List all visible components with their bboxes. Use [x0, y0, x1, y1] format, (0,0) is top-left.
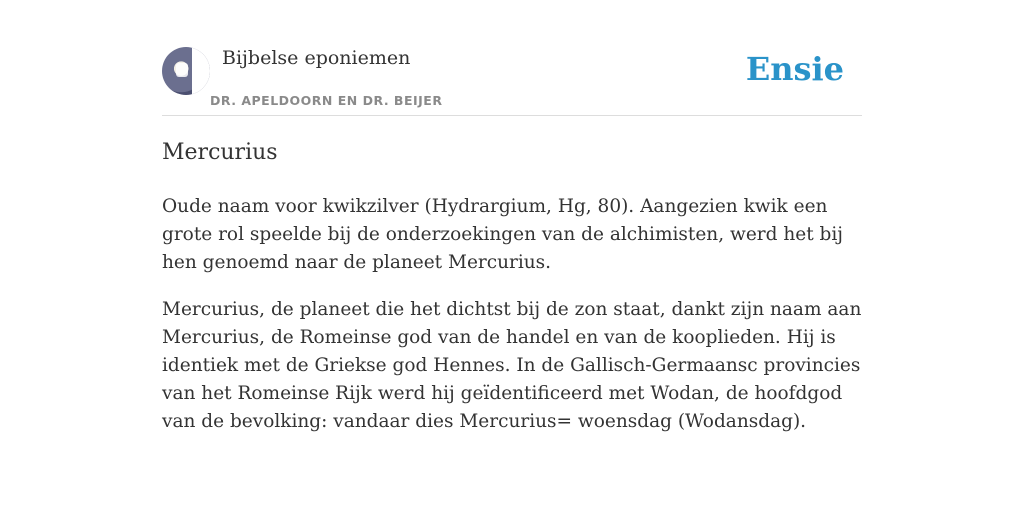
entry-header	[162, 0, 862, 116]
cover-figure-icon	[176, 63, 188, 77]
entry-body	[162, 193, 862, 455]
entry-paragraph: Mercurius, de planeet die het dichtst bij de zon staat, dankt zijn naam aan Mercurius, de Romeinse god van de handel en van de kooplieden. Hij is identiek met de Griekse god Hennes. In de Gallisch-Germaansc provincies van het Romeinse Rijk werd hij geïdentificeerd met Wodan, de hoofdgod van de bevolking: vandaar dies Mercurius= woensdag (Wodansdag).	[162, 299, 862, 432]
entry-paragraph: Oude naam voor kwikzilver (Hydrargium, Hg, 80). Aangezien kwik een grote rol speelde bij de onderzoekingen van de alchimisten, werd het bij hen genoemd naar de planeet Mercurius.	[162, 196, 844, 273]
book-authors: DR. APELDOORN EN DR. BEIJER	[210, 93, 443, 108]
book-cover-icon[interactable]	[162, 47, 210, 95]
brand-logo-link[interactable]: Ensie	[745, 50, 844, 88]
entry-card	[162, 0, 862, 512]
book-title[interactable]: Bijbelse eponiemen	[222, 47, 411, 69]
entry-term: Mercurius	[162, 140, 278, 165]
